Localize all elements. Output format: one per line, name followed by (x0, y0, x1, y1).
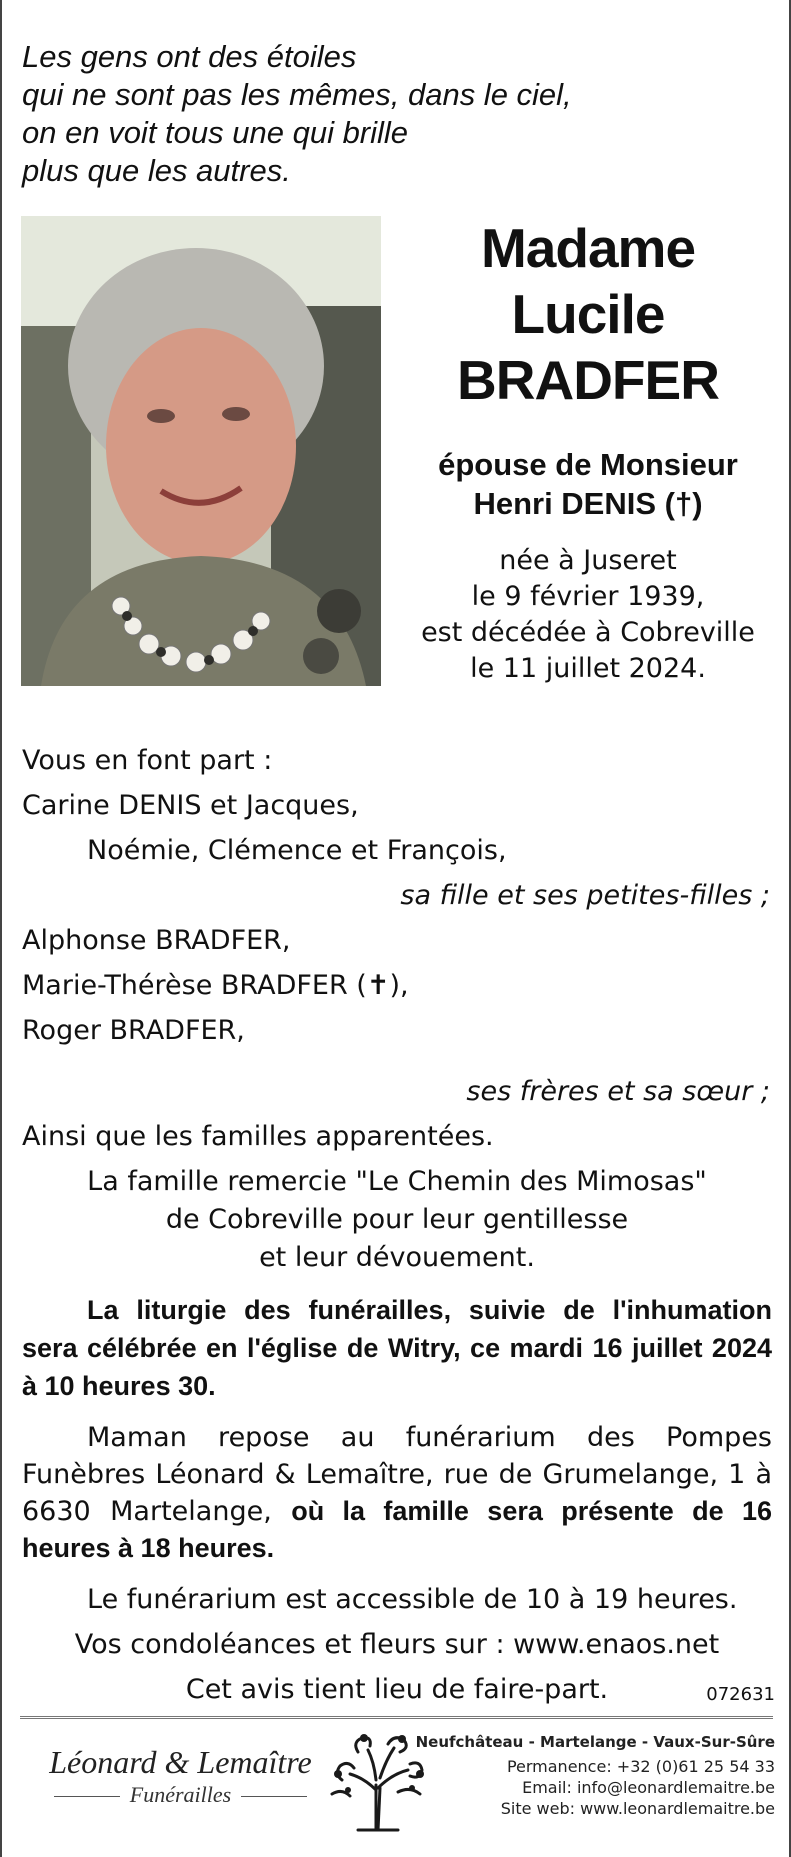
family-relation: sa fille et ses petites-filles ; (400, 880, 770, 911)
thanks-line: et leur dévouement. (259, 1242, 535, 1273)
intro: Vous en font part : (22, 745, 273, 776)
family-line: Alphonse BRADFER, (22, 925, 291, 956)
family-line: Carine DENIS et Jacques, (22, 790, 359, 821)
contact-info (416, 1732, 775, 1819)
closing-lines (22, 1577, 772, 1712)
notice: Cet avis tient lieu de faire-part. (185, 1674, 609, 1705)
family-line: Marie-Thérèse BRADFER (✝), (22, 970, 409, 1001)
birth-line: le 9 février 1939, (471, 581, 705, 612)
email: Email: info@leonardlemaitre.be (522, 1778, 775, 1797)
death-line: le 11 juillet 2024. (470, 653, 706, 684)
family-line: Roger BRADFER, (22, 1015, 245, 1046)
footer-divider (20, 1716, 773, 1719)
funerarium-text: Maman repose au funérarium des Pompes Funèbres Léonard & Lemaître, rue de Grumelange, 1 à 6630 Martelange, (22, 1422, 772, 1527)
tree-icon (328, 1730, 428, 1835)
thanks-line: de Cobreville pour leur gentillesse (165, 1204, 629, 1235)
liturgy-info: La liturgie des funérailles, suivie de l'inhumation sera célébrée en l'église de Witry, ce mardi 16 juillet 2024 à 10 heures 30. (22, 1295, 772, 1401)
logo-rule (241, 1796, 307, 1797)
condolences: Vos condoléances et fleurs sur : www.enaos.net (74, 1629, 720, 1660)
relatives: Ainsi que les familles apparentées. (22, 1121, 494, 1152)
reference-number: 072631 (706, 1684, 775, 1705)
death-line: est décédée à Cobreville (421, 617, 755, 648)
birth-line: née à Juseret (499, 545, 677, 576)
poem (22, 38, 762, 190)
website: Site web: www.leonardlemaitre.be (500, 1799, 775, 1818)
spouse-line: Henri DENIS (†) (473, 486, 703, 521)
deceased-name-block (398, 215, 778, 687)
family-presence: où la famille sera présente de 16 heures à 18 heures. (22, 1496, 772, 1563)
company-logo-subtitle (38, 1782, 323, 1808)
poem-line: on en voit tous une qui brille (22, 115, 409, 150)
birth-death-info (398, 543, 778, 687)
announcement-body (22, 738, 772, 1712)
spouse-line: épouse de Monsieur (438, 447, 738, 482)
spouse-info (398, 445, 778, 523)
poem-line: qui ne sont pas les mêmes, dans le ciel, (22, 77, 572, 112)
access-hours: Le funérarium est accessible de 10 à 19 heures. (87, 1584, 738, 1615)
subtitle-text: Funérailles (129, 1782, 232, 1807)
poem-line: plus que les autres. (22, 153, 291, 188)
family-line: Noémie, Clémence et François, (87, 835, 507, 866)
funerarium-info (22, 1419, 772, 1567)
poem-line: Les gens ont des étoiles (22, 39, 357, 74)
logo-rule (54, 1796, 120, 1797)
last-name: BRADFER (457, 349, 719, 411)
first-name: Lucile (511, 283, 665, 345)
phone: Permanence: +32 (0)61 25 54 33 (506, 1757, 775, 1776)
towns: Neufchâteau - Martelange - Vaux-Sur-Sûre (415, 1733, 775, 1751)
family-relation: ses frères et sa sœur ; (466, 1076, 770, 1107)
thanks-line: La famille remercie "Le Chemin des Mimosas" (87, 1166, 707, 1197)
portrait-photo (21, 216, 381, 686)
thanks-message (22, 1163, 772, 1277)
company-logo-name: Léonard & Lemaître (49, 1744, 312, 1780)
title-madame: Madame (480, 217, 696, 279)
